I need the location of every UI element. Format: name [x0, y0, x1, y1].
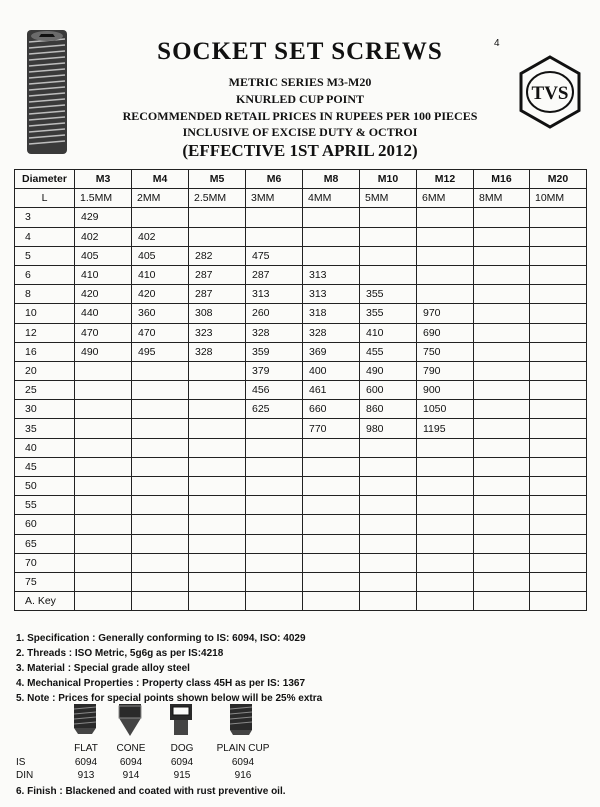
key-size-cell: 4MM: [303, 189, 360, 208]
price-cell: [530, 457, 587, 476]
price-cell: [474, 496, 530, 515]
table-row: [15, 208, 587, 227]
table-row: [15, 534, 587, 553]
length-cell: 25: [15, 381, 75, 400]
price-cell: [246, 496, 303, 515]
note-item: 5. Note : Prices for special points shown below will be 25% extra: [16, 693, 323, 704]
note-item: 3. Material : Special grade alloy steel: [16, 663, 190, 674]
price-cell: 690: [417, 323, 474, 342]
price-cell: [75, 381, 132, 400]
price-cell: [360, 592, 417, 611]
price-cell: [246, 515, 303, 534]
din-value: 915: [173, 770, 191, 781]
price-cell: [303, 457, 360, 476]
price-cell: [474, 285, 530, 304]
price-cell: 470: [75, 323, 132, 342]
is-label: IS: [16, 757, 26, 768]
table-row: [15, 227, 587, 246]
price-cell: [530, 227, 587, 246]
plain-cup-point-image: [228, 703, 254, 737]
price-cell: [530, 534, 587, 553]
price-cell: [189, 457, 246, 476]
price-cell: 318: [303, 304, 360, 323]
price-cell: 287: [189, 265, 246, 284]
price-cell: [530, 438, 587, 457]
price-cell: 455: [360, 342, 417, 361]
price-cell: 355: [360, 304, 417, 323]
price-cell: [530, 553, 587, 572]
tvs-logo: [518, 55, 582, 129]
price-cell: [246, 477, 303, 496]
price-cell: [189, 227, 246, 246]
price-cell: [474, 477, 530, 496]
price-cell: [189, 208, 246, 227]
price-cell: 313: [303, 285, 360, 304]
price-table: [14, 169, 587, 611]
price-cell: [360, 553, 417, 572]
length-cell: 6: [15, 265, 75, 284]
length-cell: 50: [15, 477, 75, 496]
length-cell: 65: [15, 534, 75, 553]
price-cell: [132, 381, 189, 400]
din-value: 914: [122, 770, 140, 781]
price-cell: [132, 572, 189, 591]
price-cell: 429: [75, 208, 132, 227]
price-cell: [360, 534, 417, 553]
price-cell: [75, 400, 132, 419]
diameter-header-label: Diameter: [15, 170, 75, 189]
price-cell: [132, 553, 189, 572]
length-cell: 45: [15, 457, 75, 476]
table-row: [15, 304, 587, 323]
price-cell: [132, 400, 189, 419]
length-cell: 12: [15, 323, 75, 342]
price-cell: 308: [189, 304, 246, 323]
price-cell: [474, 246, 530, 265]
price-cell: [417, 592, 474, 611]
price-cell: 287: [246, 265, 303, 284]
table-row: [15, 553, 587, 572]
price-cell: [417, 477, 474, 496]
is-value: 6094: [231, 757, 255, 768]
finish-note: 6. Finish : Blackened and coated with rust preventive oil.: [16, 786, 286, 797]
price-cell: 600: [360, 381, 417, 400]
price-cell: [530, 323, 587, 342]
price-cell: 770: [303, 419, 360, 438]
length-cell: 30: [15, 400, 75, 419]
price-cell: [530, 572, 587, 591]
flat-point-image: [72, 703, 98, 737]
price-cell: [303, 515, 360, 534]
price-cell: [474, 534, 530, 553]
table-row: [15, 457, 587, 476]
length-cell: 55: [15, 496, 75, 515]
length-cell: 4: [15, 227, 75, 246]
price-cell: [75, 572, 132, 591]
price-cell: [474, 304, 530, 323]
price-cell: 360: [132, 304, 189, 323]
table-row: [15, 361, 587, 380]
price-cell: 495: [132, 342, 189, 361]
length-cell: 20: [15, 361, 75, 380]
note-item: 2. Threads : ISO Metric, 5g6g as per IS:4218: [16, 648, 224, 659]
price-cell: [417, 246, 474, 265]
price-cell: [132, 496, 189, 515]
table-row: [15, 496, 587, 515]
price-cell: [360, 515, 417, 534]
key-size-cell: 6MM: [417, 189, 474, 208]
price-cell: [189, 419, 246, 438]
price-cell: [417, 496, 474, 515]
table-row: [15, 265, 587, 284]
price-cell: [417, 515, 474, 534]
price-cell: 440: [75, 304, 132, 323]
price-cell: [530, 304, 587, 323]
price-cell: 980: [360, 419, 417, 438]
price-cell: 1050: [417, 400, 474, 419]
diameter-header-row: [15, 170, 587, 189]
dog-point-image: [168, 703, 194, 737]
is-value: 6094: [74, 757, 98, 768]
price-cell: 490: [360, 361, 417, 380]
price-cell: 328: [246, 323, 303, 342]
price-cell: [189, 515, 246, 534]
price-cell: [246, 457, 303, 476]
key-size-cell: 2MM: [132, 189, 189, 208]
price-cell: 410: [360, 323, 417, 342]
price-cell: [246, 572, 303, 591]
price-cell: [75, 534, 132, 553]
price-cell: 355: [360, 285, 417, 304]
price-cell: [132, 419, 189, 438]
price-cell: 490: [75, 342, 132, 361]
table-row: [15, 400, 587, 419]
diameter-header-cell: M12: [417, 170, 474, 189]
price-cell: [360, 438, 417, 457]
price-cell: [530, 265, 587, 284]
price-cell: [417, 553, 474, 572]
price-cell: [530, 592, 587, 611]
price-cell: 470: [132, 323, 189, 342]
price-cell: [530, 208, 587, 227]
price-cell: 328: [303, 323, 360, 342]
price-cell: [303, 572, 360, 591]
din-label: DIN: [16, 770, 34, 781]
price-cell: [474, 361, 530, 380]
is-value: 6094: [170, 757, 194, 768]
price-cell: [474, 592, 530, 611]
page-title: SOCKET SET SCREWS: [157, 38, 443, 65]
price-cell: [530, 381, 587, 400]
price-cell: [474, 381, 530, 400]
price-cell: [360, 246, 417, 265]
price-cell: [530, 361, 587, 380]
price-cell: 405: [132, 246, 189, 265]
price-cell: 1195: [417, 419, 474, 438]
note-item: 1. Specification : Generally conforming to IS: 6094, ISO: 4029: [16, 633, 306, 644]
din-value: 916: [234, 770, 252, 781]
is-value: 6094: [119, 757, 143, 768]
price-cell: [189, 477, 246, 496]
diameter-header-cell: M5: [189, 170, 246, 189]
price-cell: [75, 515, 132, 534]
price-cell: [360, 208, 417, 227]
length-cell: 16: [15, 342, 75, 361]
diameter-header-cell: M6: [246, 170, 303, 189]
price-cell: [360, 265, 417, 284]
page-number: 4: [494, 38, 500, 49]
price-cell: 420: [132, 285, 189, 304]
price-cell: [530, 477, 587, 496]
table-row: [15, 285, 587, 304]
length-cell: 70: [15, 553, 75, 572]
price-cell: [474, 400, 530, 419]
length-cell: 10: [15, 304, 75, 323]
price-cell: [303, 534, 360, 553]
price-cell: 282: [189, 246, 246, 265]
key-size-cell: 10MM: [530, 189, 587, 208]
price-cell: 359: [246, 342, 303, 361]
price-cell: [246, 592, 303, 611]
price-cell: 313: [303, 265, 360, 284]
price-cell: [303, 477, 360, 496]
price-cell: 369: [303, 342, 360, 361]
key-size-cell: 2.5MM: [189, 189, 246, 208]
diameter-header-cell: M4: [132, 170, 189, 189]
diameter-header-cell: M16: [474, 170, 530, 189]
price-cell: [75, 477, 132, 496]
notes-list: [16, 631, 322, 706]
note-item: 4. Mechanical Properties : Property class 45H as per IS: 1367: [16, 678, 306, 689]
point-name: PLAIN CUP: [216, 743, 270, 754]
effective-date: (EFFECTIVE 1ST APRIL 2012): [182, 141, 418, 160]
price-cell: [474, 227, 530, 246]
price-cell: [189, 592, 246, 611]
length-cell: 60: [15, 515, 75, 534]
table-row: [15, 342, 587, 361]
table-row: [15, 477, 587, 496]
price-cell: [189, 438, 246, 457]
price-cell: [132, 457, 189, 476]
price-cell: [303, 592, 360, 611]
subtitle-line: METRIC SERIES M3-M20: [228, 75, 372, 89]
price-cell: 402: [75, 227, 132, 246]
price-cell: [417, 534, 474, 553]
price-cell: [417, 285, 474, 304]
price-cell: [189, 534, 246, 553]
price-cell: [303, 227, 360, 246]
price-cell: [246, 419, 303, 438]
price-cell: [474, 208, 530, 227]
price-cell: [474, 572, 530, 591]
price-cell: [303, 246, 360, 265]
price-cell: [474, 438, 530, 457]
price-cell: 625: [246, 400, 303, 419]
price-cell: [530, 246, 587, 265]
price-cell: [360, 457, 417, 476]
din-value: 913: [77, 770, 95, 781]
price-cell: [132, 592, 189, 611]
table-row: [15, 246, 587, 265]
price-cell: [417, 572, 474, 591]
cone-point-image: [117, 703, 143, 737]
table-row: [15, 572, 587, 591]
price-cell: 328: [189, 342, 246, 361]
price-cell: [246, 553, 303, 572]
price-cell: [417, 457, 474, 476]
price-cell: 790: [417, 361, 474, 380]
price-cell: [474, 265, 530, 284]
table-row: [15, 381, 587, 400]
price-cell: [75, 592, 132, 611]
length-cell: 35: [15, 419, 75, 438]
price-cell: 410: [132, 265, 189, 284]
price-cell: [246, 534, 303, 553]
subtitle-line: RECOMMENDED RETAIL PRICES IN RUPEES PER 100 PIECES: [122, 109, 478, 123]
logo-text: TVS: [531, 83, 569, 104]
document-header: [0, 0, 600, 168]
price-cell: [246, 438, 303, 457]
price-cell: 860: [360, 400, 417, 419]
price-cell: [360, 477, 417, 496]
price-cell: 313: [246, 285, 303, 304]
diameter-header-cell: M10: [360, 170, 417, 189]
length-cell: 40: [15, 438, 75, 457]
price-cell: [474, 419, 530, 438]
price-cell: [132, 361, 189, 380]
table-row: [15, 438, 587, 457]
price-cell: [189, 496, 246, 515]
price-cell: [75, 496, 132, 515]
price-cell: 456: [246, 381, 303, 400]
price-cell: [360, 572, 417, 591]
price-cell: [246, 208, 303, 227]
price-cell: 970: [417, 304, 474, 323]
price-cell: 420: [75, 285, 132, 304]
length-cell: 5: [15, 246, 75, 265]
price-cell: 287: [189, 285, 246, 304]
price-cell: 323: [189, 323, 246, 342]
price-cell: [189, 400, 246, 419]
price-cell: [360, 496, 417, 515]
price-cell: [132, 477, 189, 496]
price-cell: [417, 438, 474, 457]
length-cell: 3: [15, 208, 75, 227]
price-cell: [303, 553, 360, 572]
price-cell: [132, 515, 189, 534]
price-cell: [303, 438, 360, 457]
key-size-row: [15, 189, 587, 208]
price-cell: [360, 227, 417, 246]
price-cell: [474, 515, 530, 534]
key-size-cell: 3MM: [246, 189, 303, 208]
length-cell: 8: [15, 285, 75, 304]
table-row: [15, 323, 587, 342]
price-cell: [132, 438, 189, 457]
price-cell: 750: [417, 342, 474, 361]
price-cell: [303, 208, 360, 227]
price-cell: 900: [417, 381, 474, 400]
price-cell: [530, 496, 587, 515]
key-size-cell: 8MM: [474, 189, 530, 208]
price-cell: 475: [246, 246, 303, 265]
price-cell: [189, 553, 246, 572]
price-cell: [189, 381, 246, 400]
price-cell: [474, 323, 530, 342]
table-row: [15, 419, 587, 438]
price-cell: [75, 419, 132, 438]
price-cell: [189, 572, 246, 591]
price-cell: [530, 400, 587, 419]
price-cell: 660: [303, 400, 360, 419]
price-cell: 379: [246, 361, 303, 380]
price-cell: [417, 265, 474, 284]
price-cell: [474, 553, 530, 572]
price-cell: 402: [132, 227, 189, 246]
table-row: [15, 592, 587, 611]
diameter-header-cell: M3: [75, 170, 132, 189]
price-cell: [417, 227, 474, 246]
price-cell: [132, 534, 189, 553]
point-name: CONE: [116, 743, 146, 754]
price-cell: [417, 208, 474, 227]
subtitle-line: INCLUSIVE OF EXCISE DUTY & OCTROI: [182, 125, 418, 139]
price-cell: [530, 515, 587, 534]
key-size-cell: 1.5MM: [75, 189, 132, 208]
price-cell: [530, 342, 587, 361]
price-cell: [75, 553, 132, 572]
price-cell: 405: [75, 246, 132, 265]
price-cell: [246, 227, 303, 246]
price-cell: [75, 457, 132, 476]
length-header-label: L: [15, 189, 75, 208]
price-cell: 461: [303, 381, 360, 400]
price-cell: [75, 361, 132, 380]
price-cell: 410: [75, 265, 132, 284]
subtitle-line: KNURLED CUP POINT: [235, 92, 364, 106]
diameter-header-cell: M8: [303, 170, 360, 189]
length-cell: A. Key: [15, 592, 75, 611]
price-cell: [474, 342, 530, 361]
price-cell: 260: [246, 304, 303, 323]
key-size-cell: 5MM: [360, 189, 417, 208]
table-row: [15, 515, 587, 534]
price-cell: [132, 208, 189, 227]
price-cell: [530, 419, 587, 438]
price-cell: [303, 496, 360, 515]
diameter-header-cell: M20: [530, 170, 587, 189]
price-cell: [189, 361, 246, 380]
price-cell: [75, 438, 132, 457]
point-name: DOG: [170, 743, 194, 754]
price-cell: [530, 285, 587, 304]
point-name: FLAT: [74, 743, 98, 754]
length-cell: 75: [15, 572, 75, 591]
price-cell: [474, 457, 530, 476]
special-points: [16, 703, 316, 785]
price-cell: 400: [303, 361, 360, 380]
